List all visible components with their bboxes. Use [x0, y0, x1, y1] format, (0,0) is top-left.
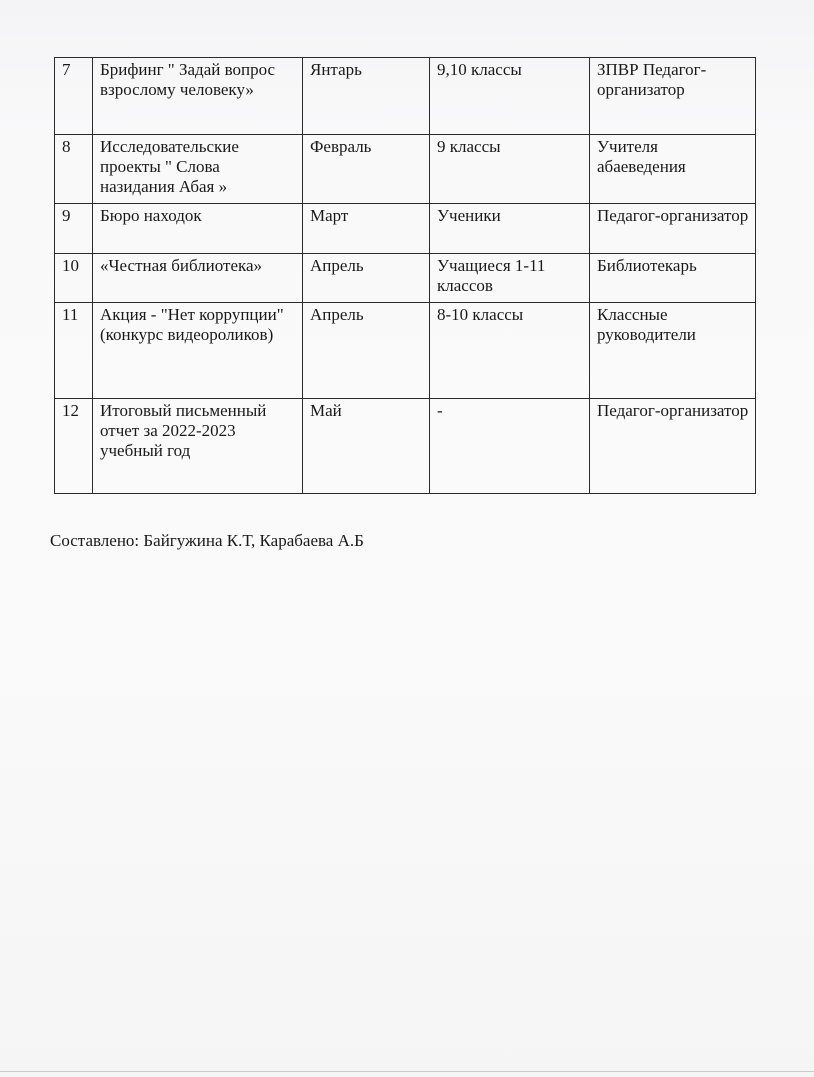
event-participants: 9,10 классы	[430, 58, 590, 135]
row-number: 8	[55, 135, 93, 204]
row-number: 9	[55, 204, 93, 254]
row-number: 12	[55, 399, 93, 494]
event-name: «Честная библиотека»	[93, 254, 303, 303]
event-month: Апрель	[303, 303, 430, 399]
event-name: Итоговый письменный отчет за 2022-2023 учебный год	[93, 399, 303, 494]
event-name: Исследовательские проекты " Слова назидания Абая »	[93, 135, 303, 204]
row-number: 10	[55, 254, 93, 303]
table-row	[55, 254, 756, 303]
event-participants: 9 классы	[430, 135, 590, 204]
event-responsible: Учителя абаеведения	[590, 135, 756, 204]
event-month: Февраль	[303, 135, 430, 204]
page-bottom-edge	[0, 1071, 814, 1072]
compiled-by-line: Составлено: Байгужина К.Т, Карабаева А.Б	[50, 531, 364, 550]
event-responsible: Библиотекарь	[590, 254, 756, 303]
event-month: Март	[303, 204, 430, 254]
row-number: 7	[55, 58, 93, 135]
event-participants: Ученики	[430, 204, 590, 254]
table-row	[55, 135, 756, 204]
table-row	[55, 58, 756, 135]
table-row	[55, 204, 756, 254]
event-name: Бюро находок	[93, 204, 303, 254]
row-number: 11	[55, 303, 93, 399]
event-responsible: Классные руководители	[590, 303, 756, 399]
event-responsible: Педагог-организатор	[590, 204, 756, 254]
event-participants: 8-10 классы	[430, 303, 590, 399]
event-participants: -	[430, 399, 590, 494]
events-table	[54, 57, 756, 494]
event-responsible: Педагог-организатор	[590, 399, 756, 494]
event-month: Апрель	[303, 254, 430, 303]
event-name: Акция - "Нет коррупции" (конкурс видеороликов)	[93, 303, 303, 399]
event-name: Брифинг " Задай вопрос взрослому человеку»	[93, 58, 303, 135]
table-row	[55, 303, 756, 399]
event-participants: Учащиеся 1-11 классов	[430, 254, 590, 303]
event-responsible: ЗПВР Педагог-организатор	[590, 58, 756, 135]
event-month: Янтарь	[303, 58, 430, 135]
event-month: Май	[303, 399, 430, 494]
table-row	[55, 399, 756, 494]
